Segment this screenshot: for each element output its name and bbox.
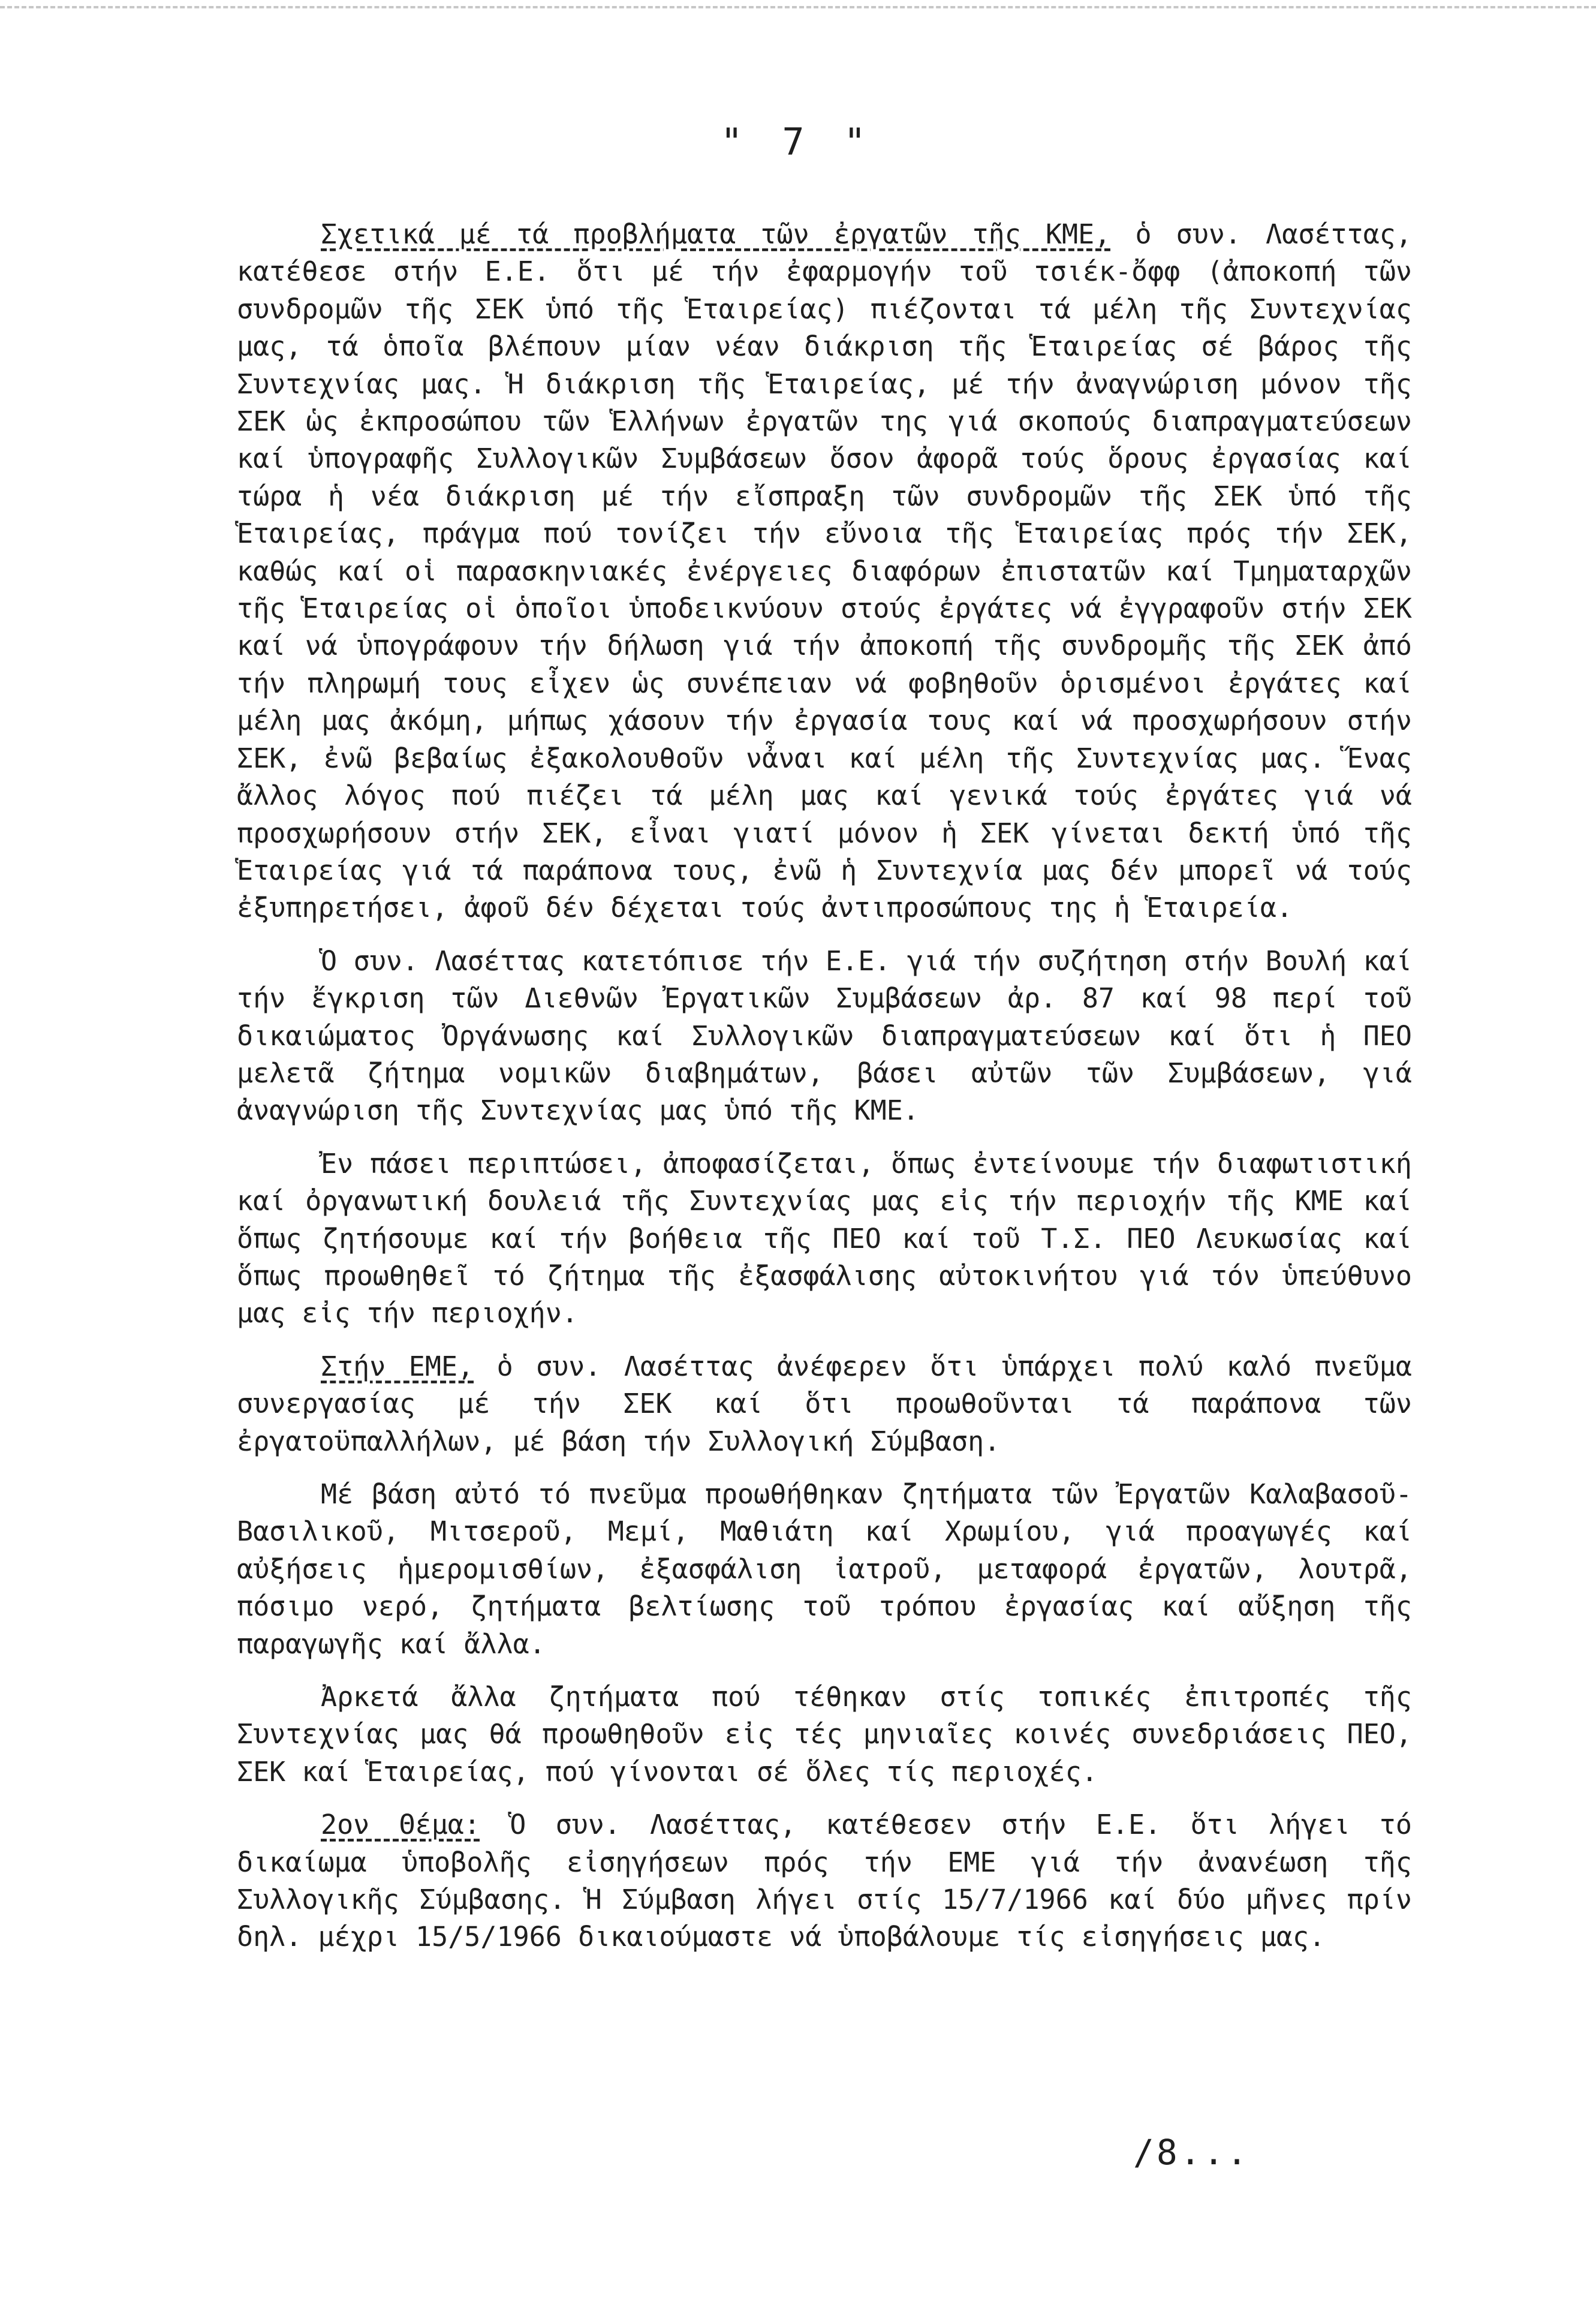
paragraph-text: Ἀρκετά ἄλλα ζητήματα πού τέθηκαν στίς τοπικές ἐπιτροπές τῆς Συντεχνίας μας θά προωθηθοῦν εἰς τές μηνιαῖες κοινές συνεδριάσεις ΠΕΟ, ΣΕΚ καί Ἑταιρείας, πού γίνονται σέ ὅλες τίς περιοχές.	[237, 1681, 1412, 1788]
paragraph-text: Ὁ συν. Λασέττας κατετόπισε τήν Ε.Ε. γιά τήν συζήτηση στήν Βουλή καί τήν ἔγκριση τῶν Διεθνῶν Ἐργατικῶν Συμβάσεων ἀρ. 87 καί 98 περί τοῦ δικαιώματος Ὀργάνωσης καί Συλλογικῶν διαπραγματεύσεων καί ὅτι ἡ ΠΕΟ μελετᾶ ζήτημα νομικῶν διαβημάτων, βάσει αὐτῶν τῶν Συμβάσεων, γιά ἀναγνώριση τῆς Συντεχνίας μας ὑπό τῆς ΚΜΕ.	[237, 945, 1412, 1127]
paragraph-decision	[237, 1145, 1412, 1333]
paragraph-text: ὁ συν. Λασέττας, κατέθεσε στήν Ε.Ε. ὅτι μέ τήν ἐφαρμογήν τοῦ τσιέκ-ὄφφ (ἀποκοπή τῶν συνδρομῶν τῆς ΣΕΚ ὑπό τῆς Ἑταιρείας) πιέζονται τά μέλη τῆς Συντεχνίας μας, τά ὁποῖα βλέπουν μίαν νέαν διάκριση τῆς Ἑταιρείας σέ βάρος τῆς Συντεχνίας μας. Ἡ διάκριση τῆς Ἑταιρείας, μέ τήν ἀναγνώριση μόνον τῆς ΣΕΚ ὡς ἐκπροσώπου τῶν Ἑλλήνων ἐργατῶν της γιά σκοπούς διαπραγματεύσεων καί ὑπογραφῆς Συλλογικῶν Συμβάσεων ὅσον ἀφορᾶ τούς ὅρους ἐργασίας καί τώρα ἡ νέα διάκριση μέ τήν εἴσπραξη τῶν συνδρομῶν τῆς ΣΕΚ ὑπό τῆς Ἑταιρείας, πράγμα πού τονίζει τήν εὔνοια τῆς Ἑταιρείας πρός τήν ΣΕΚ, καθώς καί οἱ παρασκηνιακές ἐνέργειες διαφόρων ἐπιστατῶν καί Τμηματαρχῶν τῆς Ἑταιρείας οἱ ὁποῖοι ὑποδεικνύουν στούς ἐργάτες νά ἐγγραφοῦν στήν ΣΕΚ καί νά ὑπογράφουν τήν δήλωση γιά τήν ἀποκοπή τῆς συνδρομῆς τῆς ΣΕΚ ἀπό τήν πληρωμή τους εἶχεν ὡς συνέπειαν νά φοβηθοῦν ὁρισμένοι ἐργάτες καί μέλη μας ἀκόμη, μήπως χάσουν τήν ἐργασία τους καί νά προσχωρήσουν στήν ΣΕΚ, ἐνῶ βεβαίως ἐξακολουθοῦν νἆναι καί μέλη τῆς Συντεχνίας μας. Ἕνας ἄλλος λόγος πού πιέζει τά μέλη μας καί γενικά τούς ἐργάτες γιά νά προσχωρήσουν στήν ΣΕΚ, εἶναι γιατί μόνον ἡ ΣΕΚ γίνεται δεκτή ὑπό τῆς Ἑταιρείας γιά τά παράπονα τους, ἐνῶ ἡ Συντεχνία μας δέν μπορεῖ νά τούς ἐξυπηρετήσει, ἀφοῦ δέν δέχεται τούς ἀντιπροσώπους της ἡ Ἑταιρεία.	[237, 218, 1412, 924]
scan-edge-artifact	[0, 0, 1596, 8]
paragraph-local-committees	[237, 1679, 1412, 1791]
paragraph-text: Ἐν πάσει περιπτώσει, ἀποφασίζεται, ὅπως ἐντείνουμε τήν διαφωτιστική καί ὀργανωτική δουλειά τῆς Συντεχνίας μας εἰς τήν περιοχήν τῆς ΚΜΕ καί ὅπως ζητήσουμε καί τήν βοήθεια τῆς ΠΕΟ καί τοῦ Τ.Σ. ΠΕΟ Λευκωσίας καί ὅπως προωθηθεῖ τό ζήτημα τῆς ἐξασφάλισης αὐτοκινήτου γιά τόν ὑπεύθυνο μας εἰς τήν περιοχήν.	[237, 1147, 1412, 1330]
paragraph-text: Μέ βάση αὐτό τό πνεῦμα προωθήθηκαν ζητήματα τῶν Ἐργατῶν Καλαβασοῦ-Βασιλικοῦ, Μιτσεροῦ, Μεμί, Μαθιάτη καί Χρωμίου, γιά προαγωγές καί αὐξήσεις ἡμερομισθίων, ἐξασφάλιση ἰατροῦ, μεταφορά ἐργατῶν, λουτρᾶ, πόσιμο νερό, ζητήματα βελτίωσης τοῦ τρόπου ἐργασίας καί αὔξηση τῆς παραγωγῆς καί ἄλλα.	[237, 1478, 1412, 1660]
paragraph-text: ὁ συν. Λασέττας ἀνέφερεν ὅτι ὑπάρχει πολύ καλό πνεῦμα συνεργασίας μέ τήν ΣΕΚ καί ὅτι προωθοῦνται τά παράπονα τῶν ἐργατοϋπαλλήλων, μέ βάση τήν Συλλογική Σύμβαση.	[237, 1350, 1412, 1457]
section-heading-kme: Σχετικά μέ τά προβλήματα τῶν ἐργατῶν τῆς ΚΜΕ,	[321, 218, 1111, 250]
document-body	[237, 216, 1412, 1956]
paragraph-eme	[237, 1348, 1412, 1460]
paragraph-text: Ὁ συν. Λασέττας, κατέθεσεν στήν Ε.Ε. ὅτι λήγει τό δικαίωμα ὑποβολῆς εἰσηγήσεων πρός τήν ΕΜΕ γιά τήν ἀνανέωση τῆς Συλλογικῆς Σύμβασης. Ἡ Σύμβαση λήγει στίς 15/7/1966 καί δύο μῆνες πρίν δηλ. μέχρι 15/5/1966 δικαιούμαστε νά ὑποβάλουμε τίς εἰσηγήσεις μας.	[237, 1809, 1412, 1953]
page-number: " 7 "	[720, 120, 875, 164]
page-continuation: /8...	[1133, 2132, 1250, 2173]
paragraph-kme-workers	[237, 216, 1412, 927]
paragraph-issues	[237, 1476, 1412, 1663]
section-heading-second-topic: 2ον Θέμα:	[321, 1809, 480, 1841]
section-heading-eme: Στήν ΕΜΕ,	[321, 1350, 474, 1382]
paragraph-conventions	[237, 943, 1412, 1130]
paragraph-second-topic	[237, 1806, 1412, 1956]
